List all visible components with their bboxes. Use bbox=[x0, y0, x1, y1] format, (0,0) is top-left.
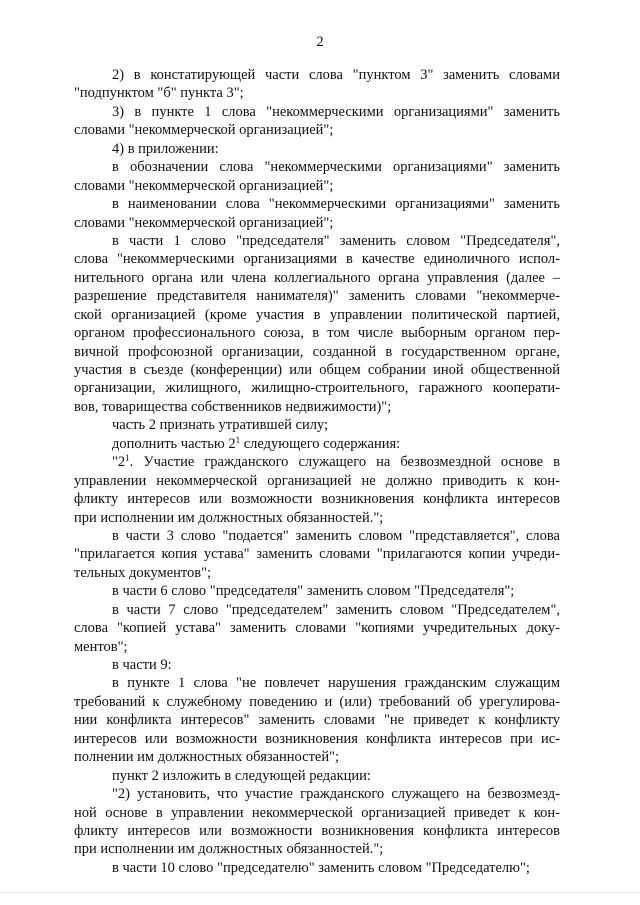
text-line bbox=[74, 214, 560, 232]
text-line-content: фликту интересов или возможности возникновения конфликта интересов bbox=[74, 491, 560, 508]
text-line bbox=[74, 527, 560, 545]
text-line-content: 4) в приложении: bbox=[112, 140, 219, 157]
text-line bbox=[74, 195, 560, 213]
text-line-content: "прилагается копия устава" заменить словами "прилагаются копии учреди- bbox=[74, 546, 560, 563]
text-line bbox=[74, 232, 560, 250]
text-line bbox=[74, 859, 560, 877]
text-line bbox=[74, 822, 560, 840]
text-line-content: 3) в пункте 1 слова "некоммерческими организациями" заменить bbox=[112, 103, 560, 120]
text-line bbox=[74, 785, 560, 803]
text-line bbox=[74, 435, 560, 453]
text-line-content: полнении им должностных обязанностей"; bbox=[74, 749, 340, 766]
text-line-content: ной основе в управлении некоммерческой организацией приведет к кон- bbox=[74, 804, 560, 821]
text-line-content: "2) установить, что участие гражданского служащего на безвозмезд- bbox=[112, 786, 560, 803]
text-line-content: в части 1 слово "председателя" заменить словом "Председателя", bbox=[112, 232, 560, 249]
text-line bbox=[74, 638, 560, 656]
text-line-content: нительного органа или члена коллегиального органа управления (далее – bbox=[74, 269, 560, 286]
text-line bbox=[74, 103, 560, 121]
text-line bbox=[74, 601, 560, 619]
text-line-content: словами "некоммерческой организацией"; bbox=[74, 177, 334, 194]
text-line bbox=[74, 306, 560, 324]
text-line bbox=[74, 490, 560, 508]
text-line bbox=[74, 730, 560, 748]
text-line-content: ской организацией (кроме участия в управлении политической партией, bbox=[74, 306, 560, 323]
document-body bbox=[74, 66, 560, 877]
text-line bbox=[74, 767, 560, 785]
text-line-content: в части 3 слово "подается" заменить словом "представляется", слова bbox=[112, 527, 560, 544]
text-line bbox=[74, 545, 560, 563]
text-line-content: интересов или возможности возникновения конфликта интересов при ис- bbox=[74, 730, 560, 747]
text-line-content: пункт 2 изложить в следующей редакции: bbox=[112, 767, 371, 784]
text-line bbox=[74, 177, 560, 195]
text-line-content: словами "некоммерческой организацией"; bbox=[74, 122, 334, 139]
superscript-index: 1 bbox=[125, 453, 130, 464]
text-line-content: участия в съезде (конференции) или общем собрании иной общественной bbox=[74, 362, 560, 378]
text-line bbox=[74, 472, 560, 490]
text-line-content: вичной профсоюзной организации, созданной в государственном органе, bbox=[74, 343, 560, 360]
text-line bbox=[74, 361, 560, 379]
text-line-content: при исполнении им должностных обязанностей."; bbox=[74, 509, 384, 526]
text-line bbox=[74, 250, 560, 268]
text-line bbox=[74, 287, 560, 305]
text-line-content: при исполнении им должностных обязанностей."; bbox=[74, 841, 384, 858]
text-line-content: слова "некоммерческими организациями в качестве единоличного испол- bbox=[74, 251, 560, 268]
text-line bbox=[74, 379, 560, 397]
text-line bbox=[74, 674, 560, 692]
text-line-content: разрешение представителя нанимателя)" заменить словами "некоммерче- bbox=[74, 288, 560, 305]
text-line bbox=[74, 140, 560, 158]
text-line-content: 2) в констатирующей части слова "пунктом 3" заменить словами bbox=[112, 67, 560, 83]
page-bottom-edge bbox=[0, 892, 640, 893]
text-line-content: "подпунктом "б" пункта 3"; bbox=[74, 85, 244, 102]
text-line-content: организации, жилищного, жилищно-строительного, гаражного кооперати- bbox=[74, 380, 560, 397]
text-line bbox=[74, 269, 560, 287]
text-line-content: дополнить частью 2 bbox=[112, 435, 236, 452]
text-line-content: "2 bbox=[112, 454, 126, 471]
text-line-content: часть 2 признать утратившей силу; bbox=[112, 417, 329, 434]
text-line-content: ментов"; bbox=[74, 638, 128, 655]
text-line-content: вов, товарищества собственников недвижимости)"; bbox=[74, 398, 392, 415]
text-line-content: тельных документов"; bbox=[74, 564, 212, 581]
text-line-content: требований к служебному поведению и (или) требований об урегулирова- bbox=[74, 693, 560, 710]
text-line bbox=[74, 121, 560, 139]
text-line-content: управлении некоммерческой организацией не должно приводить к кон- bbox=[74, 472, 560, 489]
text-line-content: в части 7 слово "председателем" заменить словом "Председателем", bbox=[112, 601, 560, 618]
text-line-continuation: . Участие гражданского служащего на безвозмездной основе в bbox=[129, 454, 560, 471]
text-line bbox=[74, 748, 560, 766]
text-line bbox=[74, 619, 560, 637]
text-line bbox=[74, 582, 560, 600]
page-number: 2 bbox=[316, 34, 324, 50]
text-line-content: в части 9: bbox=[112, 657, 172, 673]
text-line-content: словами "некоммерческой организацией"; bbox=[74, 214, 334, 231]
text-line bbox=[74, 509, 560, 527]
text-line-continuation: следующего содержания: bbox=[240, 435, 401, 452]
text-line bbox=[74, 416, 560, 434]
text-line-content: в обозначении слова "некоммерческими организациями" заменить bbox=[112, 159, 560, 176]
text-line-content: фликту интересов или возможности возникновения конфликта интересов bbox=[74, 822, 560, 839]
text-line bbox=[74, 398, 560, 416]
text-line-content: в части 10 слово "председателю" заменить словом "Председателю"; bbox=[112, 859, 530, 876]
text-line bbox=[74, 804, 560, 822]
text-line-content: в наименовании слова "некоммерческими организациями" заменить bbox=[112, 196, 560, 213]
text-line-content: слова "копией устава" заменить словами "копиями учредительных доку- bbox=[74, 620, 560, 637]
text-line bbox=[74, 84, 560, 102]
text-line bbox=[74, 564, 560, 582]
superscript-index: 1 bbox=[235, 434, 241, 445]
text-line bbox=[74, 453, 560, 471]
text-line bbox=[74, 324, 560, 342]
text-line bbox=[74, 343, 560, 361]
text-line-content: в пункте 1 слова "не повлечет нарушения гражданским служащим bbox=[112, 675, 560, 692]
text-line-content: нии конфликта интересов" заменить словами "не приведет к конфликту bbox=[74, 712, 560, 729]
text-line bbox=[74, 66, 560, 84]
text-line-content: органом профессионального союза, в том числе выборным органом пер- bbox=[74, 325, 560, 342]
text-line bbox=[74, 840, 560, 858]
text-line bbox=[74, 158, 560, 176]
text-line bbox=[74, 693, 560, 711]
text-line-content: в части 6 слово "председателя" заменить словом "Председателя"; bbox=[112, 583, 515, 600]
text-line bbox=[74, 711, 560, 729]
text-line bbox=[74, 656, 560, 674]
